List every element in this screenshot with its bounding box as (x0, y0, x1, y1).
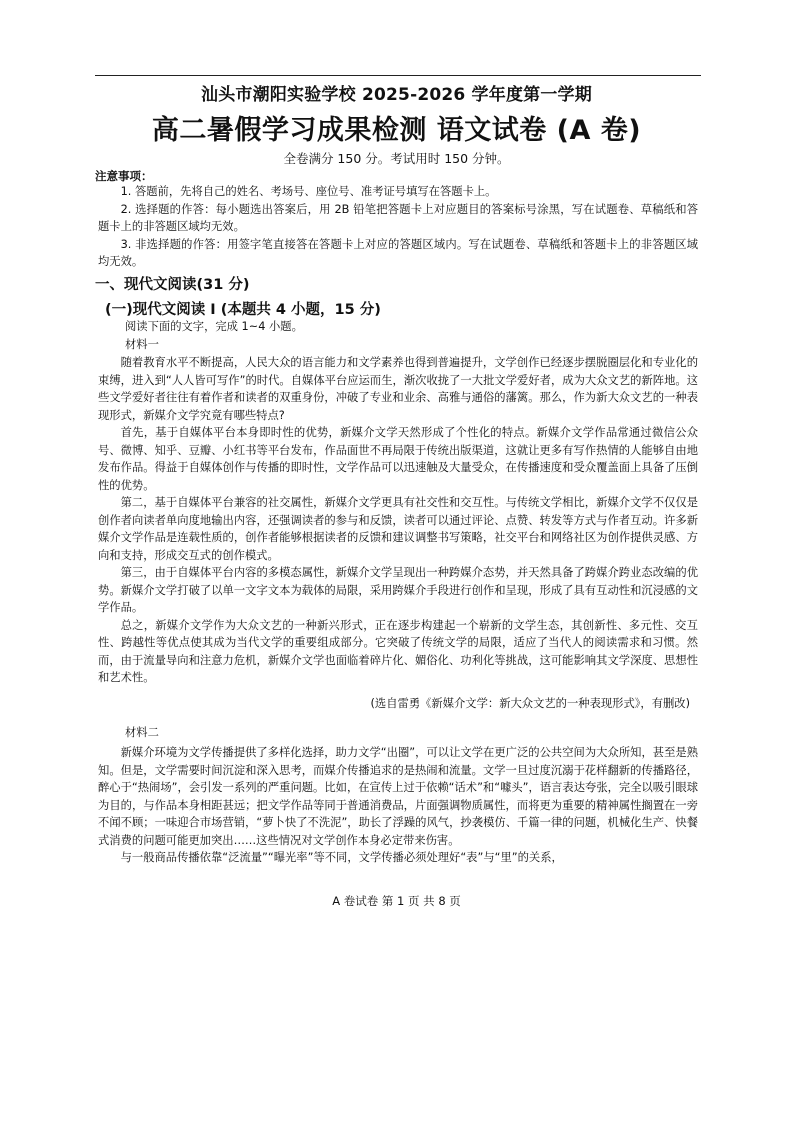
subsection-heading: (一)现代文阅读 I (本题共 4 小题，15 分) (105, 302, 381, 318)
material2-label: 材料二 (125, 726, 159, 739)
material1-text (98, 354, 698, 687)
header-rule (95, 75, 701, 76)
material2-paragraph: 与一般商品传播依靠“泛流量”“曝光率”等不同，文学传播必须处理好“表”与“里”的关系， (120, 851, 563, 864)
reading-instruction: 阅读下面的文字，完成 1~4 小题。 (125, 320, 303, 333)
note-item-2: 2. 选择题的作答：每小题选出答案后，用 2B 铅笔把答题卡上对应题目的答案标号涂黑，写在试题卷、草稿纸和答题卡上的非答题区域均无效。 (98, 202, 698, 233)
exam-title: 高二暑假学习成果检测 语文试卷 (A 卷) (151, 115, 642, 146)
material1-paragraph: 第三，由于自媒体平台内容的多模态属性，新媒介文学呈现出一种跨媒介态势，并天然具备了跨媒介跨业态改编的优势。新媒介文学打破了以单一文字文本为载体的局限，采用跨媒介手段进行创作和呈现，形成了具有互动性和沉浸感的文学作品。 (98, 566, 698, 614)
note-item-3: 3. 非选择题的作答：用签字笔直接答在答题卡上对应的答题区域内。写在试题卷、草稿纸和答题卡上的非答题区域均无效。 (98, 237, 698, 268)
material1-paragraph: 总之，新媒介文学作为大众文艺的一种新兴形式，正在逐步构建起一个崭新的文学生态，其创新性、多元性、交互性、跨越性等优点使其成为当代文学的重要组成部分。它突破了传统文学的局限，适应了当代人的阅读需求和习惯。然而，由于流量导向和注意力危机，新媒介文学也面临着碎片化、媚俗化、功利化等挑战，这可能影响其文学深度、思想性和艺术性。 (98, 618, 698, 684)
notes-heading: 注意事项： (95, 169, 153, 183)
section-heading: 一、现代文阅读(31 分) (95, 277, 250, 293)
material1-paragraph: 首先，基于自媒体平台本身即时性的优势，新媒介文学天然形成了个性化的特点。新媒介文学作品常通过微信公众号、微博、知乎、豆瓣、小红书等平台发布，作品面世不再局限于传统出版渠道，这就让更多有写作热情的人能够自由地发布作品。得益于自媒体创作与传播的即时性，文学作品可以迅速触及大量受众，在传播速度和受众覆盖面上具备了压倒性的优势。 (98, 426, 698, 492)
material2-paragraph: 新媒介环境为文学传播提供了多样化选择，助力文学“出圈”，可以让文学在更广泛的公共空间为大众所知，甚至是熟知。但是，文学需要时间沉淀和深入思考，而媒介传播追求的是热闹和流量。文学一旦过度沉溺于花样翻新的传播路径，醉心于“热闹场”，会引发一系列的严重问题。比如，在宣传上过于依赖“话术”和“噱头”，语言表达夸张，完全以吸引眼球为目的，与作品本身相距甚远；把文学作品等同于普通消费品，片面强调物质属性，而将更为重要的精神属性搁置在一旁不闻不顾；一味迎合市场营销，“萝卜快了不洗泥”，助长了浮躁的风气，抄袭模仿、千篇一律的问题，机械化生产、快餐式消费的问题可能更加突出……这些情况对文学创作本身必定带来伤害。 (98, 746, 698, 847)
notes-list (98, 183, 698, 271)
note-item-1: 1. 答题前，先将自己的姓名、考场号、座位号、准考证号填写在答题卡上。 (120, 185, 497, 198)
material2-text (98, 744, 698, 867)
material1-source: (选自雷勇《新媒介文学：新大众文艺的一种表现形式》，有删改) (370, 697, 690, 710)
material1-label: 材料一 (125, 338, 159, 351)
school-line: 汕头市潮阳实验学校 2025-2026 学年度第一学期 (201, 85, 592, 105)
page-footer: A 卷试卷 第 1 页 共 8 页 (332, 894, 461, 908)
material1-paragraph: 随着教育水平不断提高，人民大众的语言能力和文学素养也得到普遍提升，文学创作已经逐步摆脱圈层化和专业化的束缚，进入到“人人皆可写作”的时代。自媒体平台应运而生，渐次收拢了一大批文学爱好者，成为大众文艺的新阵地。这些文学爱好者往往有着作者和读者的双重身份，冲破了专业和业余、高雅与通俗的藩篱。那么，作为新大众文艺的一种表现形式，新媒介文学究竟有哪些特点? (98, 356, 698, 422)
material1-paragraph: 第二，基于自媒体平台兼容的社交属性，新媒介文学更具有社交性和交互性。与传统文学相比，新媒介文学不仅仅是创作者向读者单向度地输出内容，还强调读者的参与和反馈，读者可以通过评论、点赞、转发等方式与作者互动。许多新媒介文学作品是连载性质的，创作者能够根据读者的反馈和建议调整书写策略，社交平台和网络社区为创作提供灵感、方向和支持，形成交互式的创作模式。 (98, 496, 698, 562)
score-line: 全卷满分 150 分。考试用时 150 分钟。 (283, 151, 510, 166)
